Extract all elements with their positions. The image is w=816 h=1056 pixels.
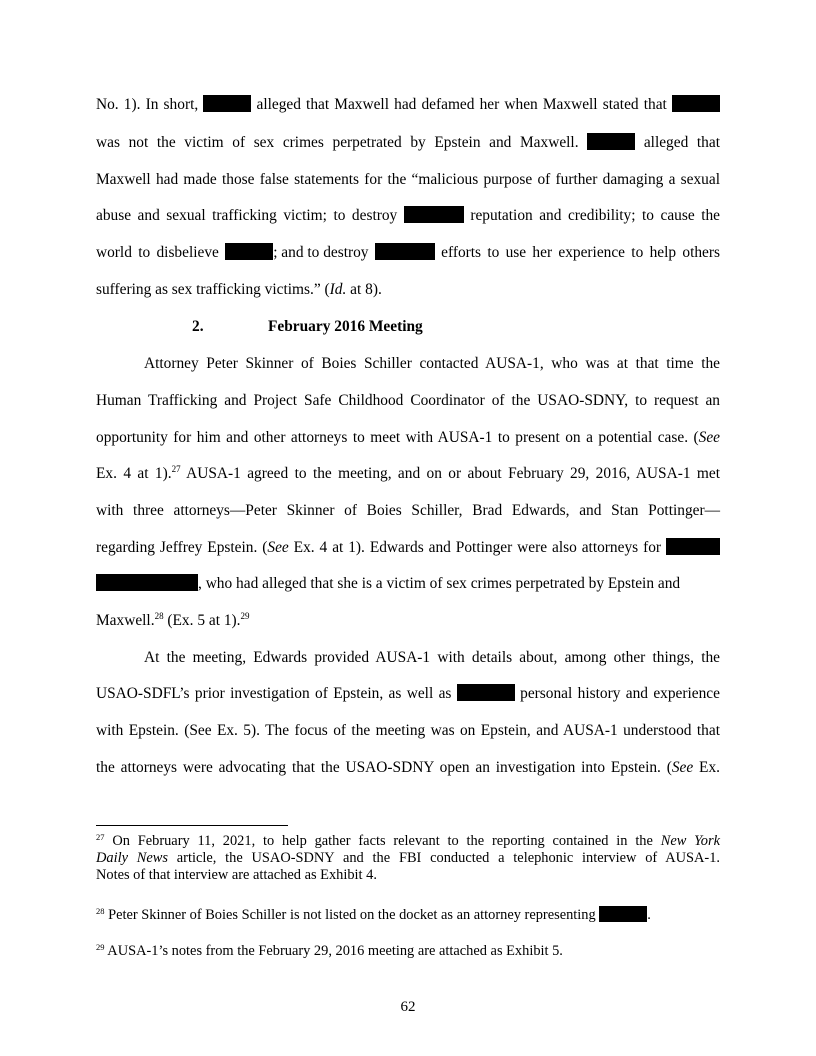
body-line: No. 1). In short, alleged that Maxwell had defamed her when Maxwell stated that xyxy=(96,95,720,115)
body-line: , who had alleged that she is a victim of sex crimes perpetrated by Epstein and xyxy=(96,574,720,594)
body-line: Ex. 4 at 1).$^{27}$ AUSA-1 agreed to the meeting, and on or about February 29, 2016, AUSA-1 met xyxy=(96,464,720,482)
redaction-box xyxy=(404,206,464,223)
footnote-divider xyxy=(96,825,288,826)
footnote-ref: 27 xyxy=(171,464,181,474)
footnote-29: $^{29}$ AUSA-1’s notes from the February 29, 2016 meeting are attached as Exhibit 5. xyxy=(96,942,563,959)
body-line: with Epstein. (See Ex. 5). The focus of the meeting was on Epstein, and AUSA-1 understood that xyxy=(96,722,720,739)
section-title: February 2016 Meeting xyxy=(268,318,423,335)
redaction-box xyxy=(203,95,251,112)
body-line: USAO-SDFL’s prior investigation of Epstein, as well as personal history and experience xyxy=(96,685,720,702)
redaction-box xyxy=(599,906,647,922)
footnote-27: $^{27}$ On February 11, 2021, to help gather facts relevant to the reporting contained in the New York Daily News article, the USAO-SDNY and the FBI conducted a telephonic interview of AUSA-1. Notes of that interview are attached as Exhibit 4. xyxy=(96,832,720,883)
body-line: Attorney Peter Skinner of Boies Schiller contacted AUSA-1, who was at that time the xyxy=(144,355,720,372)
body-line: opportunity for him and other attorneys to meet with AUSA-1 to present on a potential case. (See xyxy=(96,429,720,446)
redaction-box xyxy=(375,243,435,260)
body-line: Human Trafficking and Project Safe Childhood Coordinator of the USAO-SDNY, to request an xyxy=(96,392,720,409)
footnote-ref: 28 xyxy=(154,611,164,621)
body-line: Maxwell had made those false statements for the “malicious purpose of further damaging a sexual xyxy=(96,171,720,188)
redaction-box xyxy=(587,133,635,150)
body-line: was not the victim of sex crimes perpetrated by Epstein and Maxwell. alleged that xyxy=(96,134,720,151)
footnote-28: $^{28}$ Peter Skinner of Boies Schiller is not listed on the docket as an attorney representing . xyxy=(96,906,651,923)
body-line: At the meeting, Edwards provided AUSA-1 with details about, among other things, the xyxy=(144,649,720,666)
body-line: regarding Jeffrey Epstein. (See Ex. 4 at 1). Edwards and Pottinger were also attorneys for xyxy=(96,538,720,558)
page-number: 62 xyxy=(400,999,416,1015)
body-line: suffering as sex trafficking victims.” (Id. at 8). xyxy=(96,281,382,298)
body-line: Maxwell.$^{28}$ (Ex. 5 at 1).$^{29}$ xyxy=(96,611,250,629)
footnote-mark: 28 xyxy=(96,906,105,916)
redaction-box xyxy=(672,95,720,112)
footnote-mark: 29 xyxy=(96,942,105,952)
redaction-box xyxy=(457,684,515,701)
footnote-ref: 29 xyxy=(240,611,250,621)
body-line: abuse and sexual trafficking victim; to destroy reputation and credibility; to cause the xyxy=(96,207,720,224)
body-line: with three attorneys—Peter Skinner of Boies Schiller, Brad Edwards, and Stan Pottinger— xyxy=(96,502,720,519)
body-line: world to disbelieve ; and to destroy efforts to use her experience to help others xyxy=(96,244,720,261)
body-line: the attorneys were advocating that the USAO-SDNY open an investigation into Epstein. (See Ex. xyxy=(96,759,720,776)
footnote-mark: 27 xyxy=(96,832,105,842)
redaction-box xyxy=(96,574,198,591)
redaction-box xyxy=(666,538,720,555)
redaction-box xyxy=(225,243,273,260)
section-heading xyxy=(192,317,720,337)
section-number: 2. xyxy=(192,318,204,335)
